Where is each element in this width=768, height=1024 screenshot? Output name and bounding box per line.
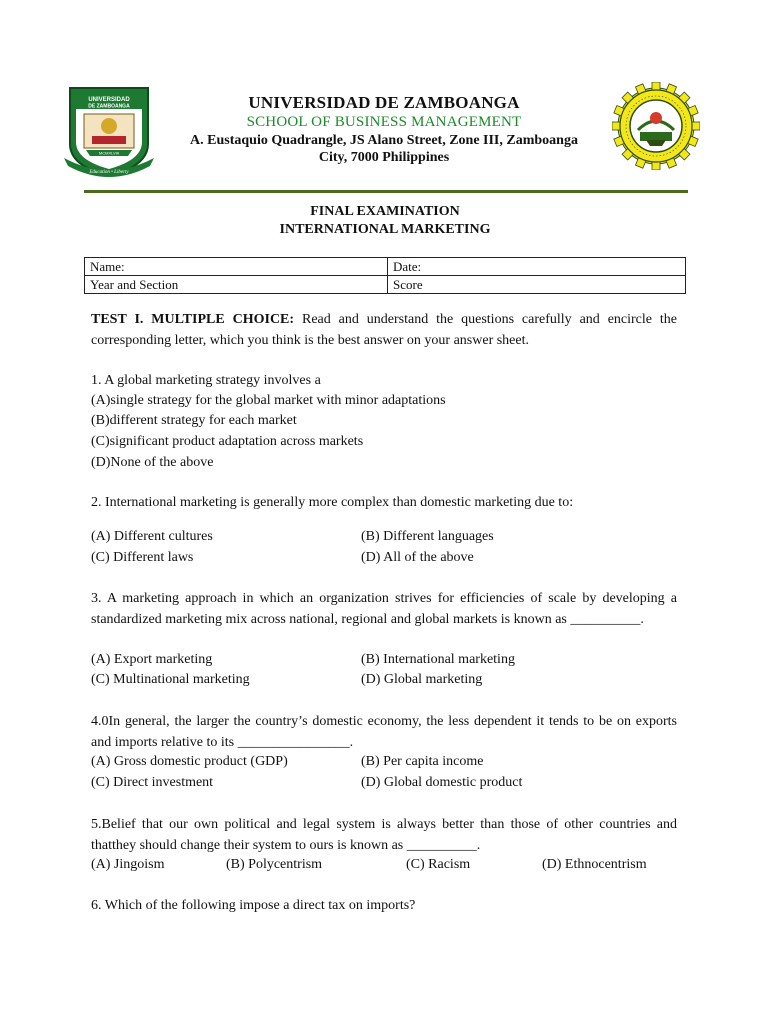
q2-option-d: (D) All of the above — [361, 550, 474, 565]
q3-option-b: (B) International marketing — [361, 652, 515, 667]
university-name: UNIVERSIDAD DE ZAMBOANGA — [248, 93, 520, 112]
q2-option-a: (A) Different cultures — [91, 529, 213, 544]
school-name: SCHOOL OF BUSINESS MANAGEMENT — [246, 114, 522, 130]
q3-option-a: (A) Export marketing — [91, 652, 213, 667]
gear-seal-logo — [612, 82, 700, 170]
svg-text:MCMXLVIII: MCMXLVIII — [98, 150, 120, 156]
q3-option-c: (C) Multinational marketing — [91, 672, 250, 687]
q5-stem: 5.Belief that our own political and legal system is always better than those of other countries and thatthey should change their system to ours is known as __________. — [91, 817, 677, 853]
exam-subject: INTERNATIONAL MARKETING — [279, 222, 491, 237]
test-instructions — [91, 309, 677, 351]
q1-option-c: (C)significant product adaptation across markets — [91, 434, 364, 449]
student-info-table — [84, 257, 686, 294]
q4-option-b: (B) Per capita income — [361, 754, 484, 769]
q4-option-a: (A) Gross domestic product (GDP) — [91, 754, 288, 769]
svg-text:Education • Liberty: Education • Liberty — [89, 170, 129, 175]
q5-option-d: (D) Ethnocentrism — [542, 857, 647, 872]
svg-text:DE ZAMBOANGA: DE ZAMBOANGA — [88, 103, 130, 110]
q2-option-b: (B) Different languages — [361, 529, 494, 544]
q4-option-c: (C) Direct investment — [91, 775, 214, 790]
q4-stem: 4.0In general, the larger the country’s domestic economy, the less dependent it tends to be on exports and imports relative to its ________________. — [91, 714, 677, 750]
university-crest-logo — [62, 84, 156, 180]
q4-option-d: (D) Global domestic product — [361, 775, 523, 790]
address-line-2: City, 7000 Philippines — [318, 150, 450, 165]
q2-stem: 2. International marketing is generally more complex than domestic marketing due to: — [91, 495, 574, 510]
q1-stem: 1. A global marketing strategy involves a — [91, 373, 321, 388]
q3-option-d: (D) Global marketing — [361, 672, 483, 687]
name-field[interactable]: Name: — [85, 258, 388, 276]
instructions-text: Read and understand the questions carefully and encircle the corresponding letter, which you think is the best answer on your answer sheet. — [91, 312, 678, 348]
year-section-field[interactable]: Year and Section — [85, 276, 388, 294]
q2-option-c: (C) Different laws — [91, 550, 194, 565]
q5-option-c: (C) Racism — [406, 857, 471, 872]
date-field[interactable]: Date: — [388, 258, 686, 276]
exam-title: FINAL EXAMINATION — [310, 204, 460, 219]
score-field[interactable]: Score — [388, 276, 686, 294]
q6-stem: 6. Which of the following impose a direct tax on imports? — [91, 898, 416, 913]
table-row — [85, 276, 686, 294]
q5-option-b: (B) Polycentrism — [226, 857, 323, 872]
q3-stem: 3. A marketing approach in which an organization strives for efficiencies of scale by developing a standardized marketing mix across national, regional and global markets is known as __________. — [91, 591, 677, 627]
address-line-1: A. Eustaquio Quadrangle, JS Alano Street, Zone III, Zamboanga — [190, 133, 578, 148]
header-divider — [84, 190, 688, 193]
q1-option-a: (A)single strategy for the global market with minor adaptations — [91, 393, 446, 408]
q1-option-d: (D)None of the above — [91, 455, 214, 470]
svg-text:UNIVERSIDAD: UNIVERSIDAD — [88, 97, 130, 103]
table-row — [85, 258, 686, 276]
q1-option-b: (B)different strategy for each market — [91, 413, 297, 428]
q5-option-a: (A) Jingoism — [91, 857, 165, 872]
test-heading: TEST I. MULTIPLE CHOICE: — [91, 312, 295, 327]
